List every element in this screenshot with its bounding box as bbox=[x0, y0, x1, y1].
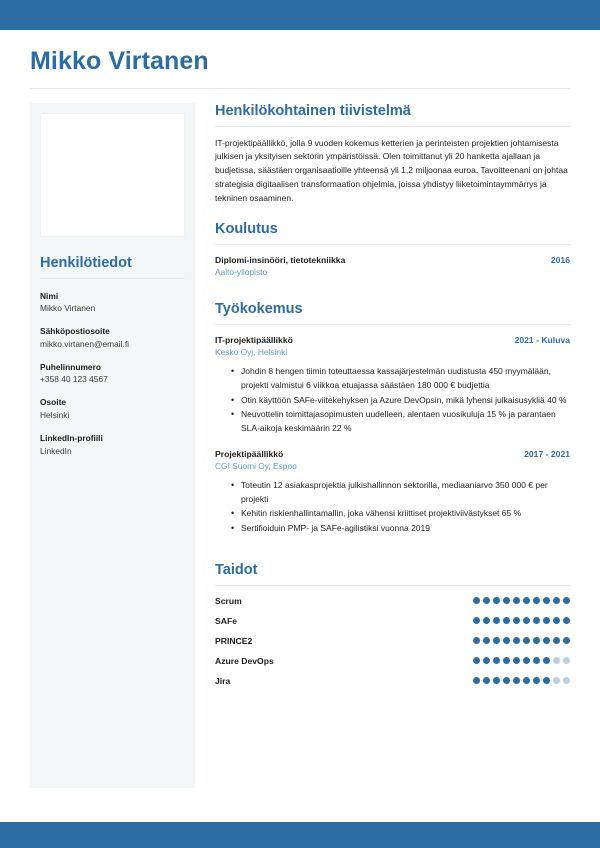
rating-dot-filled bbox=[563, 637, 570, 644]
rating-dot-filled bbox=[543, 677, 550, 684]
education-institution: Aalto-yliopisto bbox=[215, 267, 268, 278]
rating-dot-filled bbox=[543, 597, 550, 604]
contact-item-email bbox=[40, 325, 185, 351]
rating-dot-filled bbox=[543, 657, 550, 664]
contact-label: Sähköpostiosoite bbox=[40, 326, 110, 337]
rating-dot-filled bbox=[523, 677, 530, 684]
rating-dot-filled bbox=[493, 637, 500, 644]
skill-rating-dots bbox=[473, 597, 570, 604]
experience-employer: CGI Suomi Oy, Espoo bbox=[215, 461, 297, 472]
rating-dot-filled bbox=[523, 657, 530, 664]
rating-dot-filled bbox=[533, 657, 540, 664]
experience-job-title: Projektipäällikkö bbox=[215, 449, 284, 460]
contact-label: Puhelinnumero bbox=[40, 361, 101, 372]
rating-dot-empty bbox=[563, 677, 570, 684]
rating-dot-filled bbox=[493, 617, 500, 624]
experience-date: 2017 - 2021 bbox=[524, 449, 570, 460]
section-summary bbox=[215, 103, 570, 206]
name-block bbox=[0, 30, 600, 89]
rating-dot-filled bbox=[513, 597, 520, 604]
rating-dot-empty bbox=[553, 657, 560, 664]
contact-label: Nimi bbox=[40, 290, 59, 301]
rating-dot-filled bbox=[483, 597, 490, 604]
experience-bullet-list bbox=[215, 365, 570, 435]
education-date: 2016 bbox=[550, 255, 570, 266]
rating-dot-filled bbox=[553, 637, 560, 644]
section-heading-skills: Taidot bbox=[215, 561, 258, 578]
skill-name: PRINCE2 bbox=[215, 635, 253, 646]
experience-entry-head bbox=[215, 335, 570, 345]
contact-item-name bbox=[40, 290, 185, 316]
section-heading-education: Koulutus bbox=[215, 221, 278, 238]
rating-dot-empty bbox=[553, 677, 560, 684]
section-skills bbox=[215, 562, 570, 686]
rating-dot-filled bbox=[493, 597, 500, 604]
spacer bbox=[215, 550, 570, 560]
rating-dot-filled bbox=[563, 597, 570, 604]
contact-list bbox=[40, 290, 185, 458]
main-column bbox=[195, 103, 570, 696]
list-item: • Kehitin riskienhallintamallin, joka vähensi kriittiset projektiviivästykset 65 % bbox=[231, 507, 570, 521]
skill-name: SAFe bbox=[215, 615, 237, 626]
rating-dot-filled bbox=[503, 617, 510, 624]
rating-dot-filled bbox=[493, 677, 500, 684]
skill-row bbox=[215, 676, 570, 686]
title-divider bbox=[30, 88, 570, 89]
resume-content bbox=[0, 30, 600, 822]
two-column-layout bbox=[0, 103, 600, 788]
rating-dot-filled bbox=[483, 617, 490, 624]
rating-dot-empty bbox=[563, 657, 570, 664]
rating-dot-filled bbox=[473, 637, 480, 644]
top-accent-bar bbox=[0, 0, 600, 30]
section-divider bbox=[215, 244, 570, 245]
list-item: • Sertifioiduin PMP- ja SAFe-agilistiksi vuonna 2019 bbox=[231, 522, 570, 536]
rating-dot-filled bbox=[503, 637, 510, 644]
rating-dot-filled bbox=[523, 617, 530, 624]
education-degree: Diplomi-insinööri, tietotekniikka bbox=[215, 255, 346, 266]
rating-dot-filled bbox=[513, 637, 520, 644]
rating-dot-filled bbox=[473, 677, 480, 684]
rating-dot-filled bbox=[553, 617, 560, 624]
section-divider bbox=[215, 126, 570, 127]
sidebar-heading-divider bbox=[40, 278, 185, 279]
contact-label: Osoite bbox=[40, 397, 67, 408]
rating-dot-filled bbox=[533, 617, 540, 624]
list-item: • Neuvottelin toimittajasopimusten uudelleen, alentaen vuosikuluja 15 % ja parantaen SLA-aikoja keskimäärin 22 % bbox=[231, 408, 570, 435]
experience-bullet-list bbox=[215, 479, 570, 535]
skill-rating-dots bbox=[473, 657, 570, 664]
rating-dot-filled bbox=[483, 637, 490, 644]
list-item: • Toteutin 12 asiakasprojektia julkishallinnon sektorilla, mediaaniarvo 350 000 € per projekti bbox=[231, 479, 570, 506]
rating-dot-filled bbox=[543, 637, 550, 644]
sidebar-heading-personal-details: Henkilötiedot bbox=[40, 254, 132, 271]
experience-entry bbox=[215, 449, 570, 471]
rating-dot-filled bbox=[533, 677, 540, 684]
contact-value: +358 40 123 4567 bbox=[40, 374, 108, 385]
contact-item-address bbox=[40, 396, 185, 422]
skill-rating-dots bbox=[473, 677, 570, 684]
section-divider bbox=[215, 324, 570, 325]
skill-name: Scrum bbox=[215, 595, 242, 606]
experience-employer: Kesko Oyj, Helsinki bbox=[215, 347, 288, 358]
profile-photo-placeholder bbox=[40, 113, 185, 237]
skill-rating-dots bbox=[473, 637, 570, 644]
education-entry bbox=[215, 255, 570, 277]
skill-row bbox=[215, 636, 570, 646]
rating-dot-filled bbox=[503, 677, 510, 684]
rating-dot-filled bbox=[533, 637, 540, 644]
summary-text: IT-projektipäällikkö, jolla 9 vuoden kokemus ketterien ja perinteisten projektien johtamisesta julkisen ja yksityisen sektorin ympäristöissä. Olen toimittanut yli 20 hanketta ajallaan ja budjetissa, säästäen organisaatioille yhteensä yli 1,2 miljoonaa euroa. Tavoitteenani on johtaa strategisia digitaalisen transformaation ohjelmia, joissa yhdistyy liiketoimintaymmärrys ja tekninen osaaminen. bbox=[215, 137, 568, 203]
rating-dot-filled bbox=[533, 597, 540, 604]
contact-value[interactable]: mikko.virtanen@email.fi bbox=[40, 338, 130, 349]
rating-dot-filled bbox=[503, 657, 510, 664]
contact-value[interactable]: LinkedIn bbox=[40, 445, 72, 456]
rating-dot-filled bbox=[483, 677, 490, 684]
experience-date: 2021 - Kuluva bbox=[514, 335, 570, 346]
section-heading-experience: Työkokemus bbox=[215, 301, 303, 318]
skill-rating-dots bbox=[473, 617, 570, 624]
sidebar bbox=[30, 103, 195, 788]
contact-item-phone bbox=[40, 361, 185, 387]
skills-list bbox=[215, 596, 570, 686]
education-entry-head bbox=[215, 255, 570, 265]
rating-dot-filled bbox=[513, 677, 520, 684]
contact-label: LinkedIn-profiili bbox=[40, 433, 103, 443]
list-item: • Otin käyttöön SAFe-viitekehyksen ja Azure DevOpsin, mikä lyhensi julkaisusykliä 40 % bbox=[231, 394, 570, 408]
rating-dot-filled bbox=[483, 657, 490, 664]
list-item: • Johdin 8 hengen tiimin toteuttaessa kassajärjestelmän uudistusta 450 myymälään, projekti valmistui 6 viikkoa etuajassa säästäen 180 000 € budjettia bbox=[231, 365, 570, 392]
section-heading-summary: Henkilökohtainen tiivistelmä bbox=[215, 102, 411, 119]
bottom-accent-bar bbox=[0, 822, 600, 848]
contact-value: Helsinki bbox=[40, 409, 70, 420]
rating-dot-filled bbox=[513, 617, 520, 624]
skill-row bbox=[215, 616, 570, 626]
rating-dot-filled bbox=[493, 657, 500, 664]
rating-dot-filled bbox=[563, 617, 570, 624]
contact-item-linkedin bbox=[40, 432, 185, 458]
rating-dot-filled bbox=[523, 597, 530, 604]
experience-entry-head bbox=[215, 449, 570, 459]
page-title: Mikko Virtanen bbox=[30, 47, 209, 75]
rating-dot-filled bbox=[473, 597, 480, 604]
rating-dot-filled bbox=[523, 637, 530, 644]
spacer bbox=[215, 285, 570, 299]
rating-dot-filled bbox=[503, 597, 510, 604]
section-divider bbox=[215, 585, 570, 586]
skill-row bbox=[215, 596, 570, 606]
section-education bbox=[215, 221, 570, 299]
rating-dot-filled bbox=[553, 597, 560, 604]
rating-dot-filled bbox=[473, 617, 480, 624]
experience-job-title: IT-projektipäällikkö bbox=[215, 335, 293, 346]
rating-dot-filled bbox=[513, 657, 520, 664]
experience-entry bbox=[215, 335, 570, 357]
contact-value: Mikko Virtanen bbox=[40, 303, 96, 314]
skill-row bbox=[215, 656, 570, 666]
skill-name: Jira bbox=[215, 675, 231, 686]
rating-dot-filled bbox=[543, 617, 550, 624]
skill-name: Azure DevOps bbox=[215, 655, 274, 666]
section-experience bbox=[215, 301, 570, 559]
rating-dot-filled bbox=[473, 657, 480, 664]
